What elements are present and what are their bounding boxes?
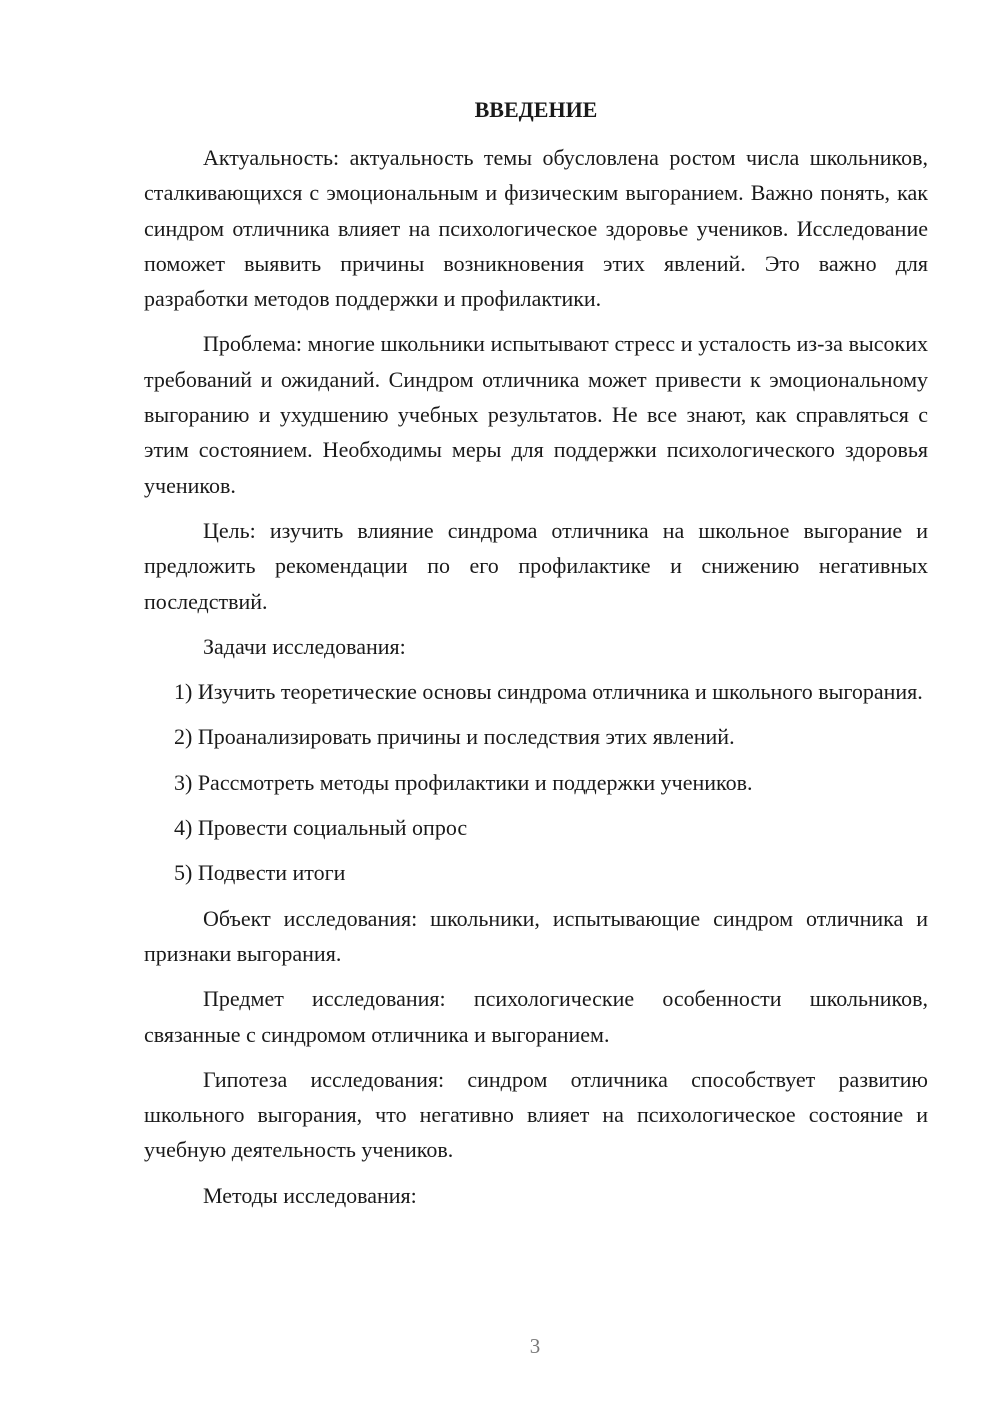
task-item: 2) Проанализировать причины и последствия этих явлений. (174, 724, 735, 750)
object-paragraph: Объект исследования: школьники, испытывающие синдром отличника и признаки выгорания. (144, 905, 928, 966)
relevance-paragraph: Актуальность: актуальность темы обусловлена ростом числа школьников, сталкивающихся с эмоциональным и физическим выгоранием. Важно понять, как синдром отличника влияет на психологическое здоровье учеников. Исследование поможет выявить причины возникновения этих явлений. Это важно для разработки методов поддержки и профилактики. (144, 145, 928, 312)
task-item: 1) Изучить теоретические основы синдрома отличника и школьного выгорания. (174, 679, 923, 705)
hypothesis-paragraph: Гипотеза исследования: синдром отличника способствует развитию школьного выгорания, что негативно влияет на психологическое состояние и учебную деятельность учеников. (144, 1066, 928, 1163)
task-item: 4) Провести социальный опрос (174, 815, 468, 841)
section-title: ВВЕДЕНИЕ (474, 97, 598, 122)
tasks-list (144, 674, 928, 890)
task-item: 3) Рассмотреть методы профилактики и поддержки учеников. (174, 769, 753, 795)
page-number: 3 (529, 1334, 541, 1358)
goal-paragraph: Цель: изучить влияние синдрома отличника на школьное выгорание и предложить рекомендации по его профилактике и снижению негативных последствий. (144, 517, 928, 614)
document-page (144, 94, 928, 1223)
problem-paragraph: Проблема: многие школьники испытывают стресс и усталость из-за высоких требований и ожиданий. Синдром отличника может привести к эмоциональному выгоранию и ухудшению учебных результатов. Не все знают, как справляться с этим состоянием. Необходимы меры для поддержки психологического здоровья учеников. (144, 331, 928, 498)
methods-heading: Методы исследования: (203, 1182, 417, 1208)
subject-paragraph: Предмет исследования: психологические особенности школьников, связанные с синдромом отличника и выгоранием. (144, 986, 928, 1047)
tasks-heading: Задачи исследования: (203, 633, 406, 659)
task-item: 5) Подвести итоги (174, 860, 346, 886)
